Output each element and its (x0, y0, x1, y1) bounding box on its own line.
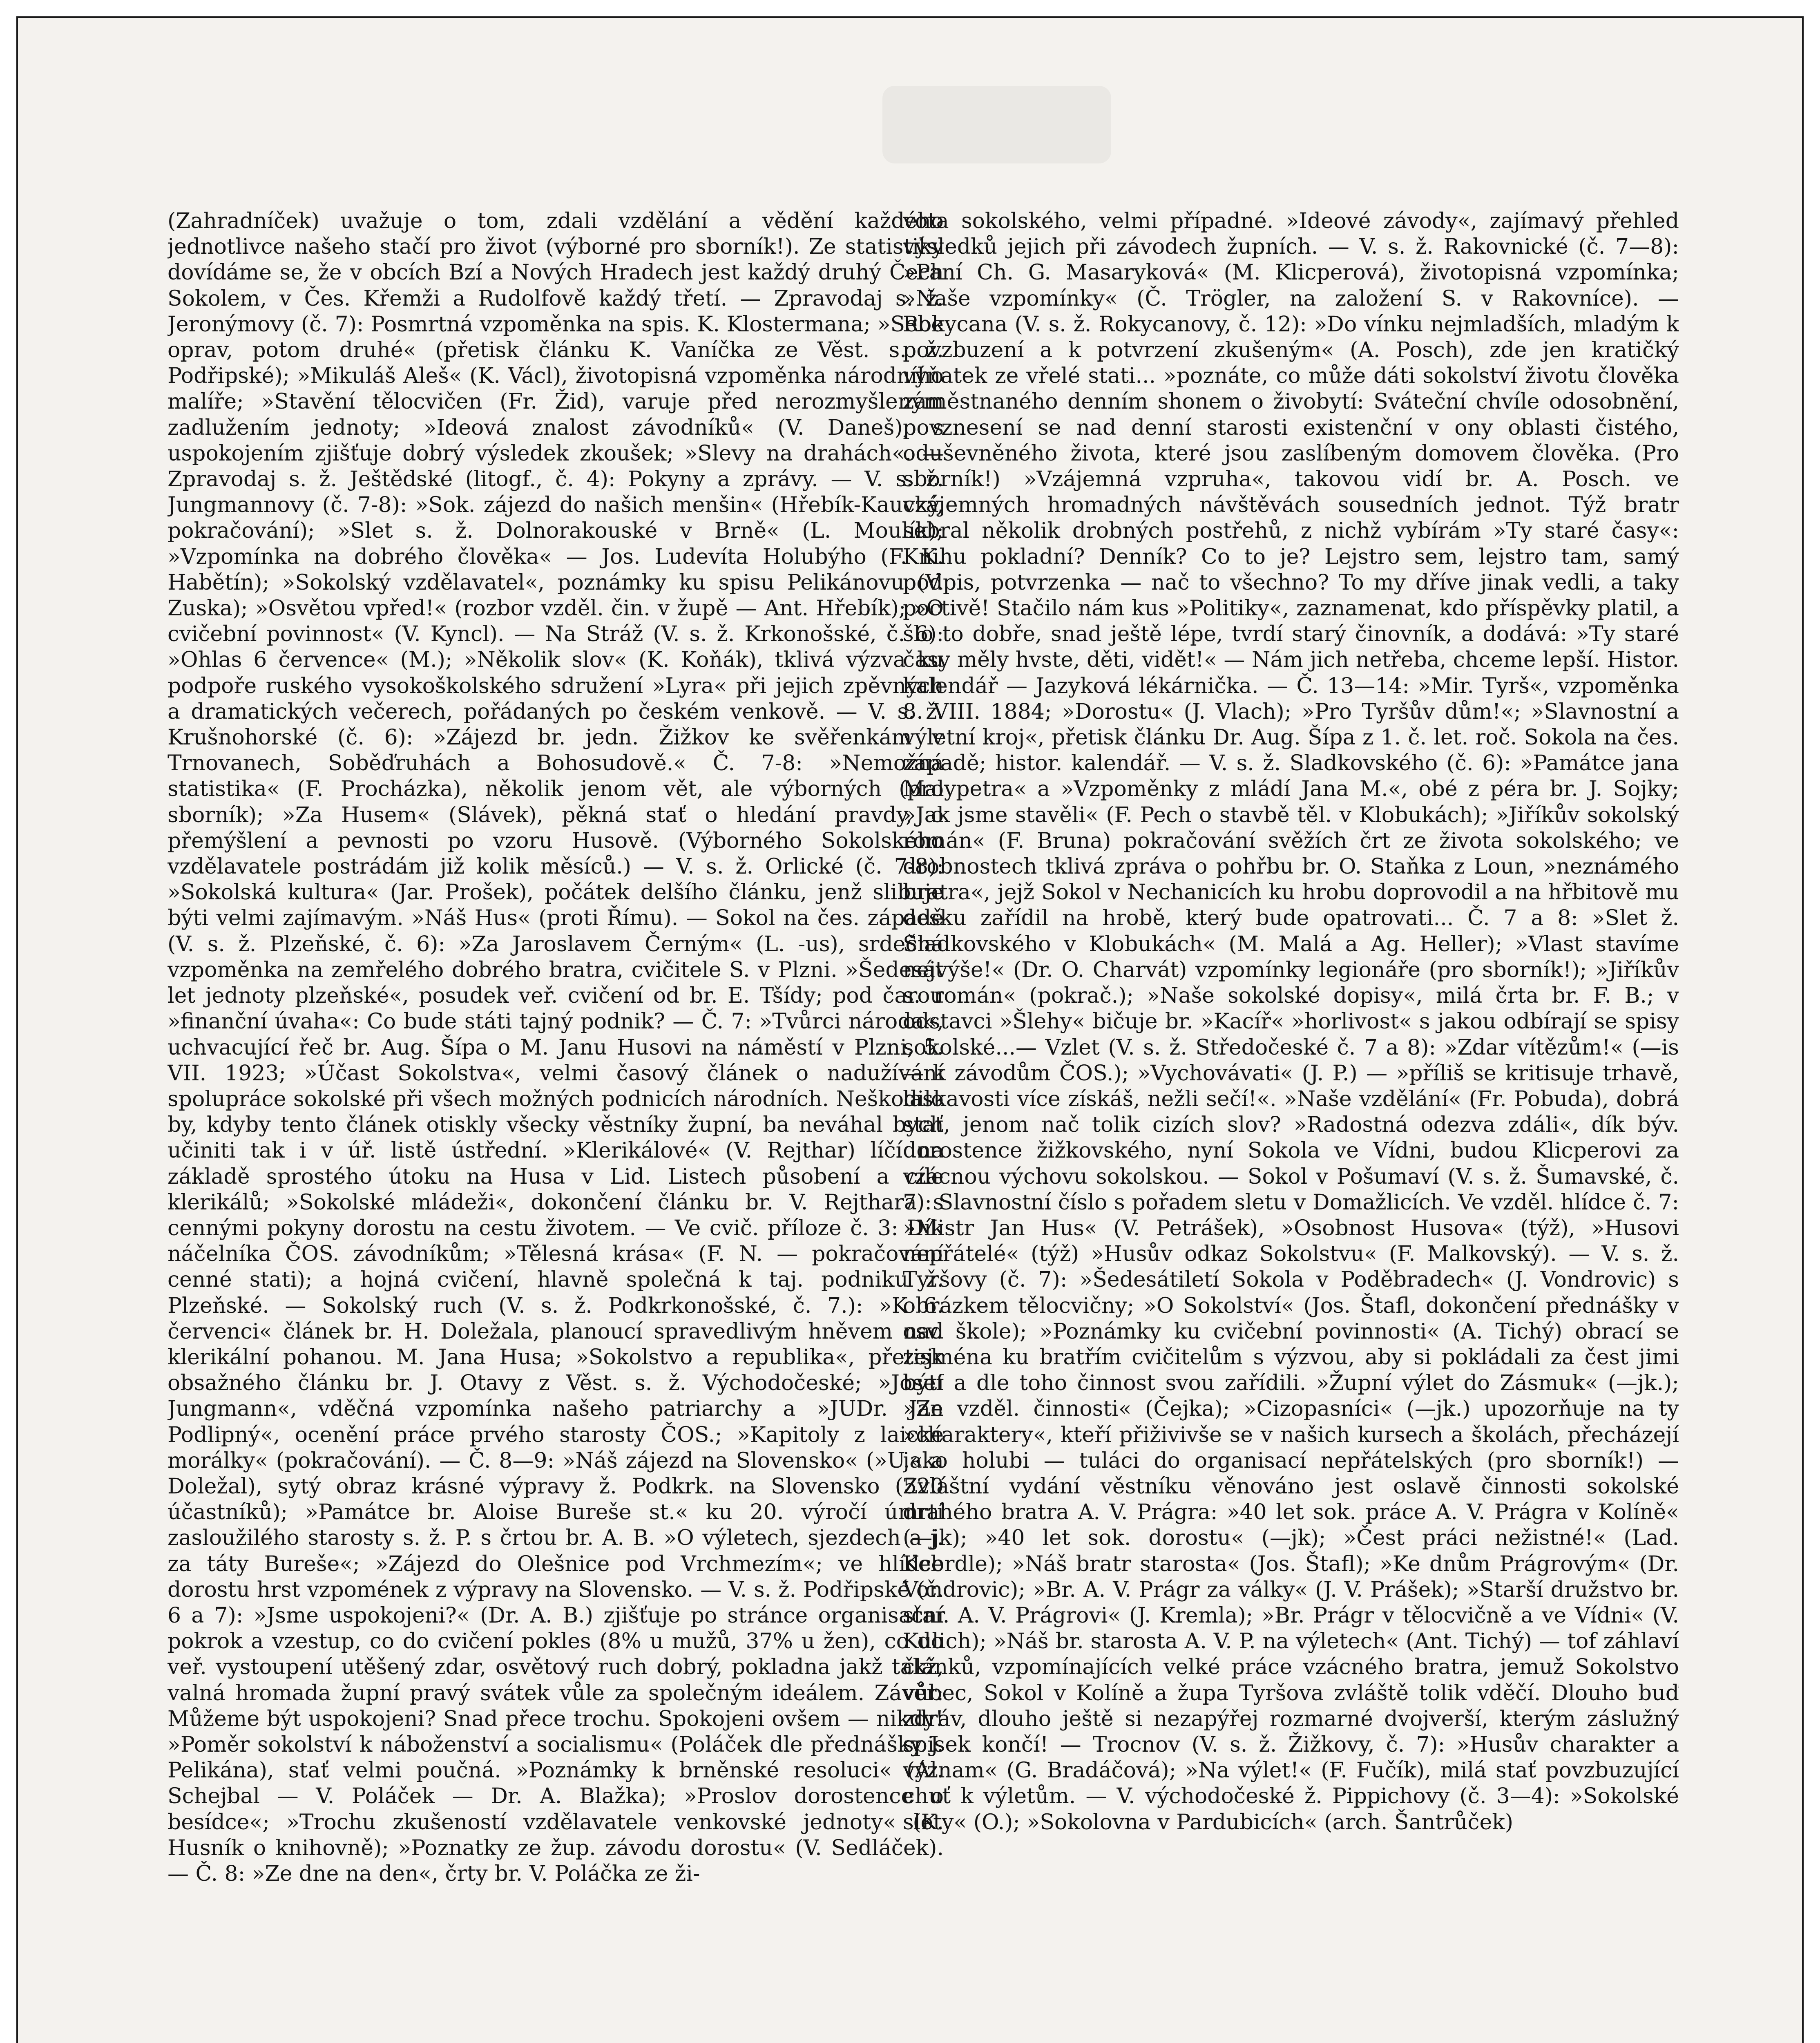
left-column-text: (Zahradníček) uvažuje o tom, zdali vzdělání a vědění každého jednotlivce našeho stačí pro život (výborné pro sborník!). Ze statistiky dovídáme se, že v obcích Bzí a Nových Hradech jest každý druhý Čech Sokolem, v Čes. Křemži a Rudolfově každý třetí. — Zpravodaj s. ž. Jeronýmovy (č. 7): Posmrtná vzpoměnka na spis. K. Klostermana; »Sebe oprav, potom druhé« (přetisk článku K. Vaníčka ze Věst. s. ž. Podřipské); »Mikuláš Aleš« (K. Václ), životopisná vzpoměnka národního malíře; »Stavění tělocvičen (Fr. Žid), varuje před nerozmyšleným zadlužením jednoty; »Ideová znalost závodníků« (V. Daneš), s uspokojením zjišťuje dobrý výsledek zkoušek; »Slevy na drahách«. — Zpravodaj s. ž. Ještědské (litogf., č. 4): Pokyny a zprávy. — V. s. ž. Jungmannovy (č. 7-8): »Sok. zájezd do našich menšin« (Hřebík-Kaucký, pokračování); »Slet s. ž. Dolnorakouské v Brně« (L. Moulík); »Vzpomínka na dobrého člověka« — Jos. Ludevíta Holubýho (F. K. Habětín); »Sokolský vzdělavatel«, poznámky ku spisu Pelikánovu (V. Zuska); »Osvětou vpřed!« (rozbor vzděl. čin. v župě — Ant. Hřebík); »O cvičební povinnost« (V. Kyncl). — Na Stráž (V. s. ž. Krkonošské, č. 6): »Ohlas 6 července« (M.); »Několik slov« (K. Koňák), tklivá výzva ku podpoře ruského vysokoškolského sdružení »Lyra« při jejich zpěvných a dramatických večerech, pořádaných po českém venkově. — V. s. ž. Krušnohorské (č. 6): »Zájezd br. jedn. Žižkov ke svěřenkám v Trnovanech, Soběďruhách a Bohosudově.« Č. 7-8: »Nemožná statistika« (F. Procházka), několik jenom vět, ale výborných (pro sborník); »Za Husem« (Slávek), pěkná stať o hledání pravdy, o přemýšlení a pevnosti po vzoru Husově. (Výborného Sokolského vzdělavatele postrádám již kolik měsíců.) — V. s. ž. Orlické (č. 7-8): »Sokolská kultura« (Jar. Prošek), počátek delšího článku, jenž slibuje býti velmi zajímavým. »Náš Hus« (proti Římu). — Sokol na čes. západě (V. s. ž. Plzeňské, č. 6): »Za Jaroslavem Černým« (L. -us), srdečná vzpoměnka na zemřelého dobrého bratra, cvičitele S. v Plzni. »Šedesát let jednoty plzeňské«, posudek veř. cvičení od br. E. Tšídy; pod čarou »finanční úvaha«: Co bude státi tajný podnik? — Č. 7: »Tvůrci národa«, uchvacující řeč br. Aug. Šípa o M. Janu Husovi na náměstí v Plzni, 5. VII. 1923; »Účast Sokolstva«, velmi časový článek o nadužívání spolupráce sokolské při všech možných podnicích národních. Neškodilo by, kdyby tento článek otiskly všecky věstníky župní, ba neváhal bych učiniti tak i v úř. listě ústřední. »Klerikálové« (V. Rejthar) líčí na základě sprostého útoku na Husa v Lid. Listech působení a cíle klerikálů; »Sokolské mládeži«, dokončení článku br. V. Rejthara s cennými pokyny dorostu na cestu životem. — Ve cvič. příloze č. 3: Dík náčelníka ČOS. závodníkům; »Tělesná krása« (F. N. — pokračování cenné stati); a hojná cvičení, hlavně společná k taj. podniku ž. Plzeňské. — Sokolský ruch (V. s. ž. Podkrkonošské, č. 7.): »K 6. červenci« článek br. H. Doležala, planoucí spravedlivým hněvem nad klerikální pohanou. M. Jana Husa; »Sokolstvo a republika«, přetisk obsažného článku br. J. Otavy z Věst. s. ž. Východočeské; »Josef Jungmann«, vděčná vzpomínka našeho patriarchy a »JUDr. Jan Podlipný«, ocenění práce prvého starosty ČOS.; »Kapitoly z laické morálky« (pokračování). — Č. 8—9: »Náš zájezd na Slovensko« (»U.« a Doležal), sytý obraz krásné výpravy ž. Podkrk. na Slovensko (520 účastníků); »Památce br. Aloise Bureše st.« ku 20. výročí úmrtí zasloužilého starosty s. ž. P. s črtou br. A. B. »O výletech, sjezdech a j. za táty Bureše«; »Zájezd do Olešnice pod Vrchmezím«; ve hlídce dorostu hrst vzpomének z výpravy na Slovensko. — V. s. ž. Podřipské (č. 6 a 7): »Jsme uspokojeni?« (Dr. A. B.) zjišťuje po stránce organisační pokrok a vzestup, co do cvičení pokles (8% u mužů, 37% u žen), co do veř. vystoupení utěšený zdar, osvětový ruch dobrý, pokladna jakž takž, valná hromada župní pravý svátek vůle za společným ideálem. Závěr: Můžeme být uspokojeni? Snad přece trochu. Spokojeni ovšem — nikdy! »Poměr sokolství k náboženství a socialismu« (Poláček dle přednášky J. Pelikána), stať velmi poučná. »Poznámky k brněnské resoluci« (Al. Schejbal — V. Poláček — Dr. A. Blažka); »Proslov dorostence o besídce«; »Trochu zkušeností vzdělavatele venkovské jednoty« (K. Husník o knihovně); »Poznatky ze žup. závodu dorostu« (V. Sedláček). — Č. 8: »Ze dne na den«, črty br. V. Poláčka ze ži- (167, 209, 944, 1886)
faded-header (882, 86, 1111, 163)
right-column (903, 208, 1679, 2043)
right-column-text: vota sokolského, velmi případné. »Ideové závody«, zajímavý přehled výsledků jejich při závodech župních. — V. s. ž. Rakovnické (č. 7—8): »Paní Ch. G. Masaryková« (M. Klicperová), životopisná vzpomínka; »Naše vzpomínky« (Č. Trögler, na založení S. v Rakovníce). — Rokycana (V. s. ž. Rokycanovy, č. 12): »Do vínku nejmladších, mladým k povzbuzení a k potvrzení zkušeným« (A. Posch), zde jen kratičký výňatek ze vřelé stati... »poznáte, co může dáti sokolství životu člověka zaměstnaného denním shonem o živobytí: Sváteční chvíle odosobnění, povznesení se nad denní starosti existenční v ony oblasti čistého, oduševněného života, které jsou zaslíbeným domovem člověka. (Pro sborník!) »Vzájemná vzpruha«, takovou vidí br. A. Posch. ve vzájemných hromadných návštěvách sousedních jednot. Týž bratr sebral několik drobných postřehů, z nichž vybírám »Ty staré časy«: Knihu pokladní? Denník? Co to je? Lejstro sem, lejstro tam, samý podpis, potvrzenka — nač to všechno? To my dříve jinak vedli, a taky poctivě! Stačilo nám kus »Politiky«, zaznamenat, kdo příspěvky platil, a šlo to dobře, snad ještě lépe, tvrdí starý činovník, a dodává: »Ty staré časy měly hvste, děti, vidět!« — Nám jich netřeba, chceme lepší. Histor. kalendář — Jazyková lékárnička. — Č. 13—14: »Mir. Tyrš«, vzpoměnka 8. VIII. 1884; »Dorostu« (J. Vlach); »Pro Tyršův dům!«; »Slavnostní a výletní kroj«, přetisk článku Dr. Aug. Šípa z 1. č. let. roč. Sokola na čes. západě; histor. kalendář. — V. s. ž. Sladkovského (č. 6): »Památce jana Malypetra« a »Vzpoměnky z mládí Jana M.«, obé z péra br. J. Sojky; »Jak jsme stavěli« (F. Pech o stavbě těl. v Klobukách); »Jiříkův sokolský román« (F. Bruna) pokračování svěžích črt ze života sokolského; ve drobnostech tklivá zpráva o pohřbu br. O. Staňka z Loun, »neznámého bratra«, jejž Sokol v Nechanicích ku hrobu doprovodil a na hřbitově mu desku zařídil na hrobě, který bude opatrovati... Č. 7 a 8: »Slet ž. Sladkovského v Klobukách« (M. Malá a Ag. Heller); »Vlast stavíme nejvýše!« (Dr. O. Charvát) vzpomínky legionáře (pro sborník!); »Jiříkův s. román« (pokrač.); »Naše sokolské dopisy«, milá črta br. F. B.; v odstavci »Šlehy« bičuje br. »Kacíř« »horlivost« s jakou odbírají se spisy sokolské...— Vzlet (V. s. ž. Středočeské č. 7 a 8): »Zdar vítězům!« (—is— k závodům ČOS.); »Vychovávati« (J. P.) — »příliš se kritisuje trhavě, laskavosti více získáš, nežli sečí!«. »Naše vzdělání« (Fr. Pobuda), dobrá stať, jenom nač tolik cizích slov? »Radostná odezva zdáli«, dík býv. dorostence žižkovského, nyní Sokola ve Vídni, budou Klicperovi za vzácnou výchovu sokolskou. — Sokol v Pošumaví (V. s. ž. Šumavské, č. 7): Slavnostní číslo s pořadem sletu v Domažlicích. Ve vzděl. hlídce č. 7: »Mistr Jan Hus« (V. Petrášek), »Osobnost Husova« (týž), »Husovi nepřátelé« (týž) »Husův odkaz Sokolstvu« (F. Malkovský). — V. s. ž. Tyršovy (č. 7): »Šedesátiletí Sokola v Poděbradech« (J. Vondrovic) s obrázkem tělocvičny; »O Sokolství« (Jos. Štafl, dokončení přednášky v osv. škole); »Poznámky ku cvičební povinnosti« (A. Tichý) obrací se zejména ku bratřím cvičitelům s výzvou, aby si pokládali za čest jimi býti a dle toho činnost svou zařídili. »Župní výlet do Zásmuk« (—jk.); »Ze vzděl. činnosti« (Čejka); »Cizopasníci« (—jk.) upozorňuje na ty »charaktery«, kteří přiživivše se v našich kursech a školách, přecházejí jako holubi — tuláci do organisací nepřátelských (pro sborník!) — Zvláštní vydání věstníku věnováno jest oslavě činnosti sokolské drahého bratra A. V. Prágra: »40 let sok. práce A. V. Prágra v Kolíně« (—jk); »40 let sok. dorostu« (—jk); »Čest práci nežistné!« (Lad. Kebrdle); »Náš bratr starosta« (Jos. Štafl); »Ke dnům Prágrovým« (Dr. Vondrovic); »Br. A. V. Prágr za války« (J. V. Prášek); »Starší družstvo br. star. A. V. Prágrovi« (J. Kremla); »Br. Prágr v tělocvičně a ve Vídni« (V. Kulich); »Náš br. starosta A. V. P. na výletech« (Ant. Tichý) — tof záhlaví článků, vzpomínajících velké práce vzácného bratra, jemuž Sokolstvo vůbec, Sokol v Kolíně a župa Tyršova zvláště tolik vděčí. Dlouho buď zdráv, dlouho ještě si nezapýřej rozmarné dvojverší, kterým záslužný spisek končí! — Trocnov (V. s. ž. Žižkovy, č. 7): »Husův charakter a význam« (G. Bradáčová); »Na výlet!« (F. Fučík), milá stať povzbuzující chuť k výletům. — V. východočeské ž. Pippichovy (č. 3—4): »Sokolské slety« (O.); »Sokolovna v Pardubicích« (arch. Šantrůček) (903, 209, 1679, 1835)
left-column (167, 208, 944, 2043)
page (16, 16, 1804, 2043)
